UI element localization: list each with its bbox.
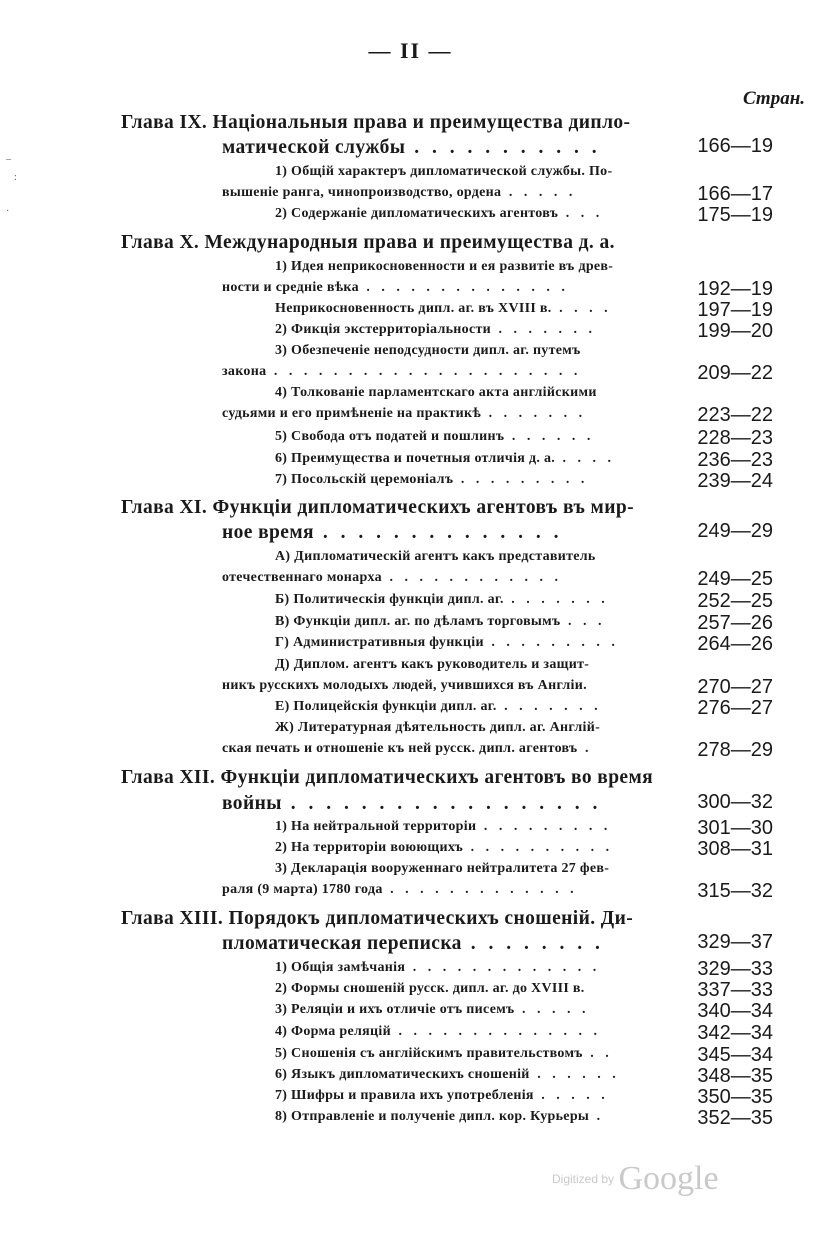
toc-line (121, 767, 653, 789)
dot-leader: . . . (558, 206, 604, 221)
page-range: 329—33 (697, 958, 773, 980)
page-range: 340—34 (697, 1000, 773, 1022)
section-title: судьями и его примѣненіе на практикѣ (222, 406, 482, 421)
section-title: 7) Посольскій церемоніалъ (275, 472, 454, 487)
chapter-title: пломатическая переписка (222, 933, 462, 954)
page-range: 175—19 (697, 204, 773, 226)
section-title: 5) Свобода отъ податей и пошлинъ (275, 429, 505, 444)
toc-line (275, 960, 600, 976)
dot-leader: . . . . . (501, 185, 577, 200)
toc-line (121, 112, 630, 134)
toc-line (275, 720, 600, 736)
dot-leader: . . . . . . . . . . . . . (382, 882, 578, 897)
toc-line (275, 301, 612, 317)
section-title: 1) Общія замѣчанія (275, 960, 406, 975)
page-range: 278—29 (697, 739, 773, 761)
section-title: Г) Административныя функціи (275, 635, 484, 650)
page-range: 345—34 (697, 1044, 773, 1066)
section-title: 8) Отправленіе и полученіе дипл. кор. Курьеры (275, 1109, 590, 1124)
toc-line (275, 1024, 601, 1040)
page-range: 300—32 (697, 791, 773, 813)
section-title: 6) Преимущества и почетныя отличія д. а. (275, 451, 556, 466)
dot-leader: . . . . . . . . . (453, 472, 589, 487)
page-range: 337—33 (697, 979, 773, 1001)
google-watermark (552, 1160, 719, 1198)
section-title: закона (222, 364, 267, 379)
section-title: 5) Сношенія съ англійскимъ правительствомъ (275, 1046, 583, 1061)
section-title: Неприкосновенность дипл. аг. въ XVIII в. (275, 301, 552, 316)
toc-line (275, 861, 609, 877)
toc-line (275, 472, 588, 488)
section-title: Д) Диплом. агентъ какъ руководитель и защит- (275, 657, 590, 672)
section-title: 1) Идея неприкосновенности и ея развитіе въ древ- (275, 259, 614, 274)
toc-line (222, 741, 593, 757)
section-title: 2) На территоріи воюющихъ (275, 840, 464, 855)
toc-line (222, 522, 562, 544)
chapter-title: Глава IX. Національныя права и преимущества дипло- (121, 112, 631, 133)
toc-line (275, 343, 581, 359)
toc-line (275, 549, 596, 565)
section-title: 4) Форма реляцій (275, 1024, 391, 1039)
page-range: 301—30 (697, 817, 773, 839)
toc-line (275, 592, 609, 608)
dot-leader: . (589, 1109, 605, 1124)
page-column-label: Стран. (742, 88, 805, 109)
section-title: 2) Формы сношеній русск. дипл. аг. до XVIII в. (275, 981, 585, 996)
section-title: 3) Реляціи и ихъ отличіе отъ писемъ (275, 1002, 515, 1017)
toc-line (121, 232, 615, 254)
section-title: раля (9 марта) 1780 года (222, 882, 383, 897)
toc-line (275, 614, 605, 630)
dot-leader: . . . . (555, 451, 616, 466)
section-title: 1) Общій характеръ дипломатической службы. По- (275, 164, 613, 179)
page-range: 209—22 (697, 362, 773, 384)
section-title: отечественнаго монарха (222, 570, 382, 585)
toc-line (275, 1088, 609, 1104)
toc-line (275, 981, 585, 997)
toc-line (222, 185, 576, 201)
google-logo: Google (618, 1160, 719, 1197)
section-title: 2) Содержаніе дипломатическихъ агентовъ (275, 206, 559, 221)
page-range: 199—20 (697, 320, 773, 342)
toc-line (275, 657, 589, 673)
page-number: — II — (368, 38, 453, 63)
page-range: 270—27 (697, 676, 773, 698)
toc-line (275, 840, 613, 856)
page-range: 197—19 (697, 299, 773, 321)
toc-line (275, 1067, 620, 1083)
dot-leader: . . . . . . . . . (476, 819, 612, 834)
dot-leader: . . . . . . . . . . . . . . . . . . (281, 793, 602, 814)
toc-line (121, 497, 634, 519)
dot-leader: . . . . . . . . . . . . . (405, 960, 601, 975)
dot-leader: . . . . . . . . . . . . . . (358, 280, 569, 295)
toc-line (275, 451, 615, 467)
dot-leader: . . (582, 1046, 613, 1061)
section-title: ская печать и отношеніе къ ней русск. дипл. агентовъ (222, 741, 578, 756)
toc-line (222, 406, 586, 422)
dot-leader: . . . . . . . . . . . . . . (313, 522, 563, 543)
section-title: 2) Фикція экстерриторіальности (275, 322, 492, 337)
section-title: никъ русскихъ молодыхъ людей, учившихся въ Англіи. (222, 678, 587, 693)
margin-mark: : (14, 172, 17, 183)
toc-line (275, 385, 597, 401)
section-title: 1) На нейтральной территоріи (275, 819, 477, 834)
page-range: 249—25 (697, 568, 773, 590)
toc-line (222, 882, 578, 898)
toc-line (222, 570, 562, 586)
chapter-title: ное время (222, 522, 314, 543)
page-range: 166—19 (697, 135, 773, 157)
toc-line (275, 429, 594, 445)
dot-leader: . . . . . (514, 1002, 590, 1017)
page-range: 249—29 (697, 520, 773, 542)
dot-leader: . . . . . . . . . . . (405, 137, 601, 158)
section-title: вышеніе ранга, чинопроизводство, ордена (222, 185, 502, 200)
toc-line (275, 1109, 604, 1125)
dot-leader: . . . . . . (529, 1067, 620, 1082)
page-range: 348—35 (697, 1065, 773, 1087)
page-range: 192—19 (697, 278, 773, 300)
section-title: Ж) Литературная дѣятельность дипл. аг. Англій- (275, 720, 601, 735)
page-range: 236—23 (697, 449, 773, 471)
page-range: 257—26 (697, 612, 773, 634)
margin-mark: – (6, 154, 11, 165)
toc-line (275, 164, 612, 180)
dot-leader: . . . . (551, 301, 612, 316)
dot-leader: . (577, 741, 593, 756)
page-range: 223—22 (697, 404, 773, 426)
page-range: 352—35 (697, 1107, 773, 1129)
toc-line (275, 1002, 590, 1018)
page-range: 329—37 (697, 931, 773, 953)
section-title: Б) Политическія функціи дипл. аг. (275, 592, 504, 607)
section-title: 3) Декларація вооруженнаго нейтралитета 27 фев- (275, 861, 610, 876)
watermark-small-text: Digitized by (552, 1172, 615, 1186)
toc-line (275, 635, 619, 651)
toc-line (121, 908, 633, 930)
dot-leader: . . . (560, 614, 606, 629)
dot-leader: . . . . . . . . . . . . (381, 570, 562, 585)
chapter-title: Глава XII. Функціи дипломатическихъ агентовъ во время (121, 767, 654, 788)
toc-line (275, 322, 596, 338)
page-range: 308—31 (697, 838, 773, 860)
dot-leader: . . . . . . . . . (483, 635, 619, 650)
section-title: ности и средніе вѣка (222, 280, 359, 295)
dot-leader: . . . . . . . . . . . . . . . . . . . . . (266, 364, 582, 379)
page-range: 350—35 (697, 1086, 773, 1108)
toc-line (222, 364, 581, 380)
page-range: 239—24 (697, 470, 773, 492)
dot-leader: . . . . . . . (491, 322, 597, 337)
dot-leader: . . . . . . . (496, 699, 602, 714)
section-title: Е) Полицейскія функціи дипл. аг. (275, 699, 497, 714)
toc-line (275, 259, 613, 275)
page-range: 315—32 (697, 880, 773, 902)
toc-line (222, 793, 601, 815)
chapter-title: войны (222, 793, 282, 814)
section-title: 3) Обезпеченіе неподсудности дипл. аг. путемъ (275, 343, 581, 358)
toc-line (222, 678, 587, 694)
section-title: 7) Шифры и правила ихъ употребленія (275, 1088, 534, 1103)
page-range: 228—23 (697, 427, 773, 449)
toc-line (222, 933, 604, 955)
dot-leader: . . . . . . . . (461, 933, 604, 954)
page-range: 342—34 (697, 1022, 773, 1044)
section-title: В) Функціи дипл. аг. по дѣламъ торговымъ (275, 614, 561, 629)
dot-leader: . . . . . (533, 1088, 609, 1103)
margin-mark: · (6, 206, 10, 217)
dot-leader: . . . . . . . . . . (463, 840, 614, 855)
page-range: 166—17 (697, 183, 773, 205)
page-range: 264—26 (697, 633, 773, 655)
toc-line (275, 206, 603, 222)
page-range: 252—25 (697, 590, 773, 612)
dot-leader: . . . . . . . (481, 406, 587, 421)
chapter-title: Глава X. Международныя права и преимущества д. а. (121, 232, 615, 253)
toc-line (275, 819, 611, 835)
section-title: 6) Языкъ дипломатическихъ сношеній (275, 1067, 530, 1082)
dot-leader: . . . . . . (504, 429, 595, 444)
chapter-title: Глава XI. Функціи дипломатическихъ агентовъ въ мир- (121, 497, 634, 518)
section-title: А) Дипломатическій агентъ какъ представитель (275, 549, 596, 564)
dot-leader: . . . . . . . (503, 592, 609, 607)
section-title: 4) Толкованіе парламентскаго акта англійскими (275, 385, 597, 400)
toc-line (222, 280, 569, 296)
chapter-title: Глава XIII. Порядокъ дипломатическихъ сношеній. Ди- (121, 908, 634, 929)
dot-leader: . . . . . . . . . . . . . . (390, 1024, 601, 1039)
page-range: 276—27 (697, 697, 773, 719)
toc-line (275, 1046, 613, 1062)
toc-line (275, 699, 602, 715)
chapter-title: матической службы (222, 137, 406, 158)
toc-line (222, 137, 601, 159)
